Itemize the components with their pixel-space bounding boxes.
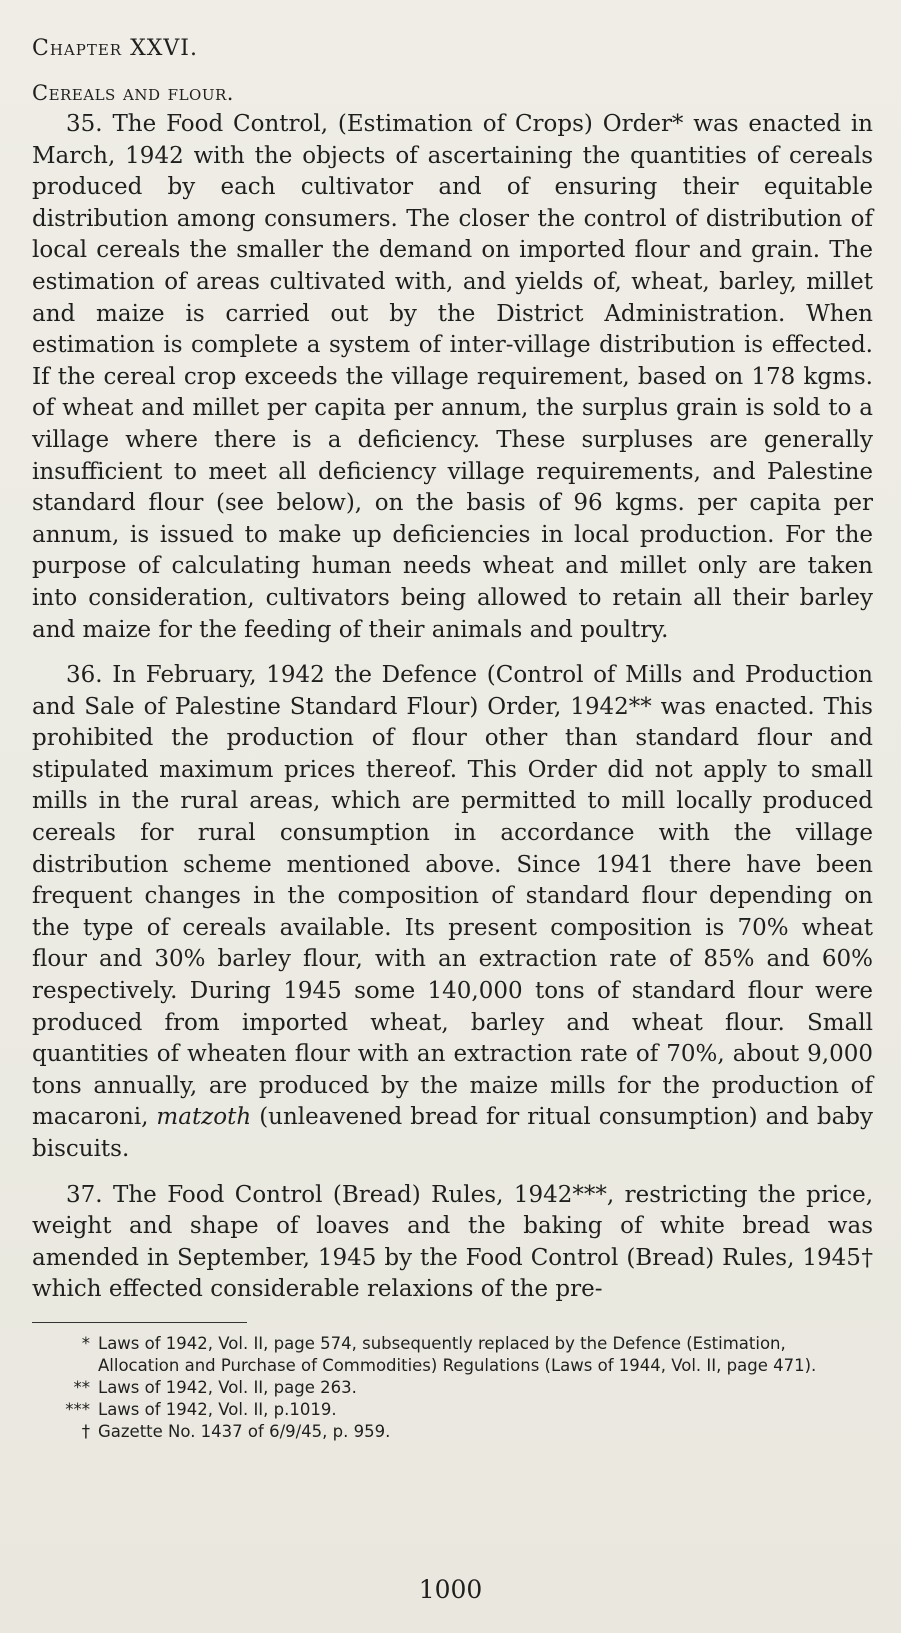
footnote <box>32 1421 873 1443</box>
page-number: 1000 <box>418 1575 483 1604</box>
footnote-mark: ** <box>73 1377 90 1397</box>
footnote-text: Laws of 1942, Vol. II, page 574, subsequently replaced by the Defence (Estimation, Allocation and Purchase of Commodities) Regulations (Laws of 1944, Vol. II, page 471). <box>98 1333 817 1375</box>
footnote-mark: * <box>81 1333 90 1353</box>
paragraph-36-text: 36. In February, 1942 the Defence (Control of Mills and Production and Sale of Palestine Standard Flour) Order, 1942** was enacted. This prohibited the production of flour other than standard flour and stipulated maximum prices thereof. This Order did not apply to small mills in the rural areas, which are permitted to mill locally produced cereals for rural consumption in accordance with the village distribution scheme mentioned above. Since 1941 there have been frequent changes in the composition of standard flour depending on the type of cereals available. Its present composition is 70% wheat flour and 30% barley flour, with an extraction rate of 85% and 60% respectively. During 1945 some 140,000 tons of standard flour were produced from imported wheat, barley and wheat flour. Small quantities of wheaten flour with an extraction rate of 70%, about 9,000 tons annually, are produced by the maize mills for the production of macaroni, <box>32 662 873 1131</box>
footnote-divider <box>32 1322 247 1323</box>
footnote-text: Laws of 1942, Vol. II, page 263. <box>98 1377 357 1397</box>
footnote <box>32 1333 873 1377</box>
footnote-text: Gazette No. 1437 of 6/9/45, p. 959. <box>98 1421 391 1441</box>
footnote <box>32 1399 873 1421</box>
footnotes <box>32 1333 873 1443</box>
paragraph-36 <box>32 660 873 1166</box>
paragraph-36-text-end: (unleavened bread for ritual consumption) and baby biscuits. <box>32 1104 873 1162</box>
section-title: Cereals and flour. <box>32 81 234 105</box>
footnote-text: Laws of 1942, Vol. II, p.1019. <box>98 1399 337 1419</box>
footnote <box>32 1377 873 1399</box>
footnote-mark: *** <box>65 1399 90 1419</box>
paragraph-35: 35. The Food Control, (Estimation of Crops) Order* was enacted in March, 1942 with the objects of ascertaining the quantities of cereals produced by each cultivator and of ensuring their equitable distribution among consumers. The closer the control of distribution of local cereals the smaller the demand on imported flour and grain. The estimation of areas cultivated with, and yields of, wheat, barley, millet and maize is carried out by the District Administration. When estimation is complete a system of inter-village distribution is effected. If the cereal crop exceeds the village requirement, based on 178 kgms. of wheat and millet per capita per annum, the surplus grain is sold to a village where there is a deficiency. These surpluses are generally insufficient to meet all deficiency village requirements, and Palestine standard flour (see below), on the basis of 96 kgms. per capita per annum, is issued to make up deficiencies in local production. For the purpose of calculating human needs wheat and millet only are taken into consideration, cultivators being allowed to retain all their barley and maize for the feeding of their animals and poultry. <box>32 111 873 643</box>
paragraph-37: 37. The Food Control (Bread) Rules, 1942***, restricting the price, weight and shape of loaves and the baking of white bread was amended in September, 1945 by the Food Control (Bread) Rules, 1945† which effected considerable relaxions of the pre- <box>32 1181 873 1303</box>
footnote-mark: † <box>81 1421 90 1441</box>
paragraph-36-italic-term: matzoth <box>156 1104 252 1131</box>
chapter-title: Chapter XXVI. <box>32 36 198 61</box>
